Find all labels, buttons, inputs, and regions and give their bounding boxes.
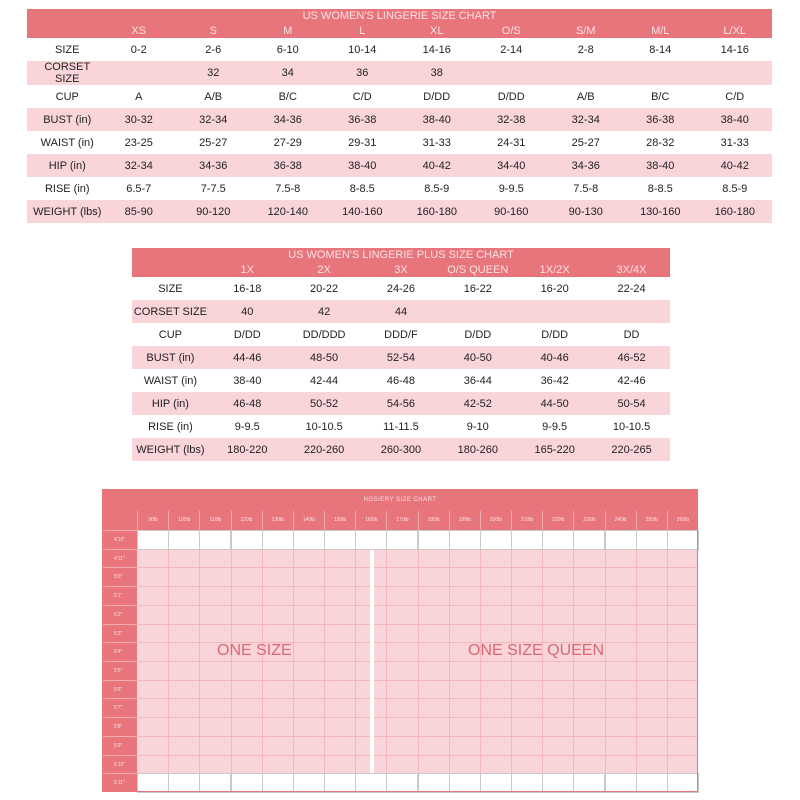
lingerie-table-cell: 30-32	[102, 108, 177, 131]
height-row-header: 5'0"	[102, 567, 137, 586]
plus-table-cell: 38-40	[209, 369, 286, 392]
plus-table-cell: 9-9.5	[516, 415, 593, 438]
plus-table-cell: 40	[209, 300, 286, 323]
plus-table-cell: 220-260	[286, 438, 363, 461]
lingerie-table-cell: C/D	[698, 85, 773, 108]
weight-column-header: 100lb	[168, 511, 199, 530]
plus-table-row	[132, 300, 670, 323]
lingerie-table-cell	[474, 61, 549, 85]
plus-table-cell: 20-22	[286, 277, 363, 300]
lingerie-table-cell: 32-34	[549, 108, 624, 131]
lingerie-table-cell: 6-10	[251, 38, 326, 61]
lingerie-table-cell: A/B	[176, 85, 251, 108]
plus-table-cell: 11-11.5	[363, 415, 440, 438]
weight-column-header: 230lb	[573, 511, 604, 530]
lingerie-table-cell: C/D	[325, 85, 400, 108]
lingerie-table-cell: 14-16	[698, 38, 773, 61]
weight-column-header: 240lb	[605, 511, 636, 530]
plus-table-cell: D/DD	[516, 323, 593, 346]
weight-column-header: 260lb	[667, 511, 698, 530]
plus-column-header: 2X	[286, 262, 363, 277]
plus-table-cell: 22-24	[593, 277, 670, 300]
weight-column-header: 90lb	[137, 511, 168, 530]
plus-table-cell: 9-9.5	[209, 415, 286, 438]
lingerie-table-cell: 29-31	[325, 131, 400, 154]
height-row-header: 5'4"	[102, 642, 137, 661]
lingerie-table-cell: 36-38	[251, 154, 326, 177]
lingerie-row-label: BUST (in)	[27, 108, 102, 131]
lingerie-table-cell: 85-90	[102, 200, 177, 223]
lingerie-row-label: WEIGHT (lbs)	[27, 200, 102, 223]
lingerie-table-cell: 40-42	[400, 154, 475, 177]
height-row-header: 5'8"	[102, 717, 137, 736]
plus-column-header: 3X/4X	[593, 262, 670, 277]
plus-table-cell: 40-46	[516, 346, 593, 369]
lingerie-table-cell: A	[102, 85, 177, 108]
lingerie-size-chart	[27, 9, 772, 223]
weight-column-header: 140lb	[293, 511, 324, 530]
lingerie-table-row	[27, 200, 772, 223]
lingerie-table-cell: 38-40	[698, 108, 773, 131]
weight-column-header: 190lb	[449, 511, 480, 530]
lingerie-table-cell: 25-27	[549, 131, 624, 154]
weight-column-header: 210lb	[511, 511, 542, 530]
lingerie-table-row	[27, 38, 772, 61]
weight-column-header: 170lb	[386, 511, 417, 530]
plus-table-cell: 46-48	[209, 392, 286, 415]
lingerie-row-label: CORSET SIZE	[27, 61, 102, 85]
weight-column-header: 120lb	[231, 511, 262, 530]
lingerie-table-cell: 38-40	[623, 154, 698, 177]
height-row-header: 4'11"	[102, 549, 137, 568]
lingerie-column-header: XS	[102, 23, 177, 38]
lingerie-column-header: M/L	[623, 23, 698, 38]
plus-table-cell: 16-20	[516, 277, 593, 300]
plus-table-cell: D/DD	[439, 323, 516, 346]
lingerie-column-header: S/M	[549, 23, 624, 38]
lingerie-row-label: RISE (in)	[27, 177, 102, 200]
lingerie-table-row	[27, 131, 772, 154]
plus-table-cell: 42-46	[593, 369, 670, 392]
lingerie-table-cell: 7.5-8	[251, 177, 326, 200]
weight-column-header: 110lb	[199, 511, 230, 530]
one-size-queen-zone-label: ONE SIZE QUEEN	[468, 642, 605, 659]
lingerie-table-cell: 32	[176, 61, 251, 85]
weight-column-header: 180lb	[418, 511, 449, 530]
lingerie-table-cell	[102, 61, 177, 85]
lingerie-table-cell: 38-40	[325, 154, 400, 177]
lingerie-table-cell: 7-7.5	[176, 177, 251, 200]
height-row-header: 5'11"	[102, 773, 137, 792]
plus-table-cell: 10-10.5	[593, 415, 670, 438]
plus-row-label: WEIGHT (lbs)	[132, 438, 209, 461]
lingerie-table-cell: 34	[251, 61, 326, 85]
lingerie-table-cell: 34-40	[474, 154, 549, 177]
lingerie-table-row	[27, 177, 772, 200]
lingerie-table-cell: 38-40	[400, 108, 475, 131]
plus-row-label: CORSET SIZE	[132, 300, 209, 323]
plus-table-cell: 10-10.5	[286, 415, 363, 438]
plus-table-cell: 44	[363, 300, 440, 323]
plus-table-cell: 180-220	[209, 438, 286, 461]
plus-table-cell	[516, 300, 593, 323]
lingerie-table-cell: 25-27	[176, 131, 251, 154]
lingerie-table-cell: 7.5-8	[549, 177, 624, 200]
lingerie-table-cell	[549, 61, 624, 85]
plus-table-cell: D/DD	[209, 323, 286, 346]
lingerie-table-cell: 32-34	[176, 108, 251, 131]
lingerie-table-cell: 130-160	[623, 200, 698, 223]
lingerie-column-header: L	[325, 23, 400, 38]
plus-row-label: BUST (in)	[132, 346, 209, 369]
lingerie-table-cell: 27-29	[251, 131, 326, 154]
plus-table-cell: 16-18	[209, 277, 286, 300]
plus-table-row	[132, 346, 670, 369]
plus-table-row	[132, 392, 670, 415]
lingerie-table-cell: B/C	[623, 85, 698, 108]
lingerie-column-header: L/XL	[698, 23, 773, 38]
lingerie-table-cell: 90-130	[549, 200, 624, 223]
plus-column-header: 1X/2X	[516, 262, 593, 277]
lingerie-column-header: S	[176, 23, 251, 38]
weight-column-header: 150lb	[324, 511, 355, 530]
lingerie-table-cell: 2-14	[474, 38, 549, 61]
plus-row-label: WAIST (in)	[132, 369, 209, 392]
lingerie-table-cell: 32-34	[102, 154, 177, 177]
lingerie-table-cell: 8.5-9	[400, 177, 475, 200]
lingerie-table-cell: 36-38	[325, 108, 400, 131]
plus-table-cell: 180-260	[439, 438, 516, 461]
hosiery-chart-border	[102, 489, 698, 792]
plus-row-label: RISE (in)	[132, 415, 209, 438]
plus-size-table	[132, 262, 670, 461]
plus-column-header: 3X	[363, 262, 440, 277]
lingerie-table-cell: 8-14	[623, 38, 698, 61]
lingerie-table-cell: B/C	[251, 85, 326, 108]
plus-table-cell: 44-50	[516, 392, 593, 415]
plus-table-cell: 36-44	[439, 369, 516, 392]
lingerie-table-cell: 31-33	[698, 131, 773, 154]
lingerie-table-cell: 2-8	[549, 38, 624, 61]
plus-column-header: 1X	[209, 262, 286, 277]
plus-header-corner	[132, 262, 209, 277]
lingerie-table-cell: 6.5-7	[102, 177, 177, 200]
lingerie-table-cell: 90-120	[176, 200, 251, 223]
lingerie-table-cell: 31-33	[400, 131, 475, 154]
weight-column-header: 130lb	[262, 511, 293, 530]
height-row-header: 4'10"	[102, 530, 137, 549]
plus-table-cell: DD	[593, 323, 670, 346]
height-row-header: 5'7"	[102, 698, 137, 717]
lingerie-table-cell: D/DD	[474, 85, 549, 108]
plus-column-header: O/S QUEEN	[439, 262, 516, 277]
plus-table-cell: 46-52	[593, 346, 670, 369]
lingerie-table-cell: 24-31	[474, 131, 549, 154]
lingerie-table-cell: 36-38	[623, 108, 698, 131]
lingerie-table-cell: A/B	[549, 85, 624, 108]
plus-table-cell: 46-48	[363, 369, 440, 392]
lingerie-table-cell: 14-16	[400, 38, 475, 61]
lingerie-table-cell: 2-6	[176, 38, 251, 61]
lingerie-table-cell: 34-36	[251, 108, 326, 131]
lingerie-table-cell: 28-32	[623, 131, 698, 154]
lingerie-table-row	[27, 61, 772, 85]
lingerie-table-cell	[698, 61, 773, 85]
plus-table-cell: 9-10	[439, 415, 516, 438]
lingerie-size-chart-title: US WOMEN'S LINGERIE SIZE CHART	[27, 9, 772, 23]
lingerie-table-cell: 9-9.5	[474, 177, 549, 200]
plus-table-cell: 24-26	[363, 277, 440, 300]
lingerie-header-corner	[27, 23, 102, 38]
plus-table-cell: 50-54	[593, 392, 670, 415]
plus-table-cell: 36-42	[516, 369, 593, 392]
plus-table-cell: 260-300	[363, 438, 440, 461]
lingerie-table-cell: 160-180	[400, 200, 475, 223]
lingerie-table-cell: D/DD	[400, 85, 475, 108]
lingerie-table-cell: 140-160	[325, 200, 400, 223]
weight-column-header: 160lb	[355, 511, 386, 530]
plus-table-row	[132, 323, 670, 346]
lingerie-row-label: SIZE	[27, 38, 102, 61]
plus-table-cell: 52-54	[363, 346, 440, 369]
lingerie-table-cell: 0-2	[102, 38, 177, 61]
hosiery-chart-title: HOSIERY SIZE CHART	[102, 489, 698, 511]
height-row-header: 5'5"	[102, 661, 137, 680]
plus-row-label: CUP	[132, 323, 209, 346]
lingerie-table-cell: 8-8.5	[325, 177, 400, 200]
weight-column-header: 200lb	[480, 511, 511, 530]
plus-row-label: HIP (in)	[132, 392, 209, 415]
lingerie-table-cell: 23-25	[102, 131, 177, 154]
plus-table-cell: 48-50	[286, 346, 363, 369]
lingerie-table-cell: 36	[325, 61, 400, 85]
plus-table-row	[132, 277, 670, 300]
lingerie-row-label: CUP	[27, 85, 102, 108]
lingerie-table-cell: 40-42	[698, 154, 773, 177]
plus-table-cell: 220-265	[593, 438, 670, 461]
height-row-header: 5'1"	[102, 586, 137, 605]
plus-table-row	[132, 415, 670, 438]
plus-row-label: SIZE	[132, 277, 209, 300]
plus-table-cell	[593, 300, 670, 323]
plus-table-cell: 42	[286, 300, 363, 323]
lingerie-column-header: O/S	[474, 23, 549, 38]
plus-table-cell: 54-56	[363, 392, 440, 415]
plus-table-cell: 40-50	[439, 346, 516, 369]
height-row-header: 5'6"	[102, 680, 137, 699]
plus-size-chart-title: US WOMEN'S LINGERIE PLUS SIZE CHART	[132, 248, 670, 262]
plus-table-row	[132, 369, 670, 392]
weight-column-header: 250lb	[636, 511, 667, 530]
plus-table-cell: 42-52	[439, 392, 516, 415]
lingerie-table-cell: 38	[400, 61, 475, 85]
lingerie-table-cell: 34-36	[549, 154, 624, 177]
lingerie-table-row	[27, 108, 772, 131]
plus-table-cell: 16-22	[439, 277, 516, 300]
lingerie-row-label: WAIST (in)	[27, 131, 102, 154]
plus-size-chart	[132, 248, 670, 461]
lingerie-table-cell: 10-14	[325, 38, 400, 61]
plus-table-cell: 50-52	[286, 392, 363, 415]
lingerie-table-row	[27, 85, 772, 108]
lingerie-table-cell: 120-140	[251, 200, 326, 223]
lingerie-table-cell: 32-38	[474, 108, 549, 131]
plus-table-cell	[439, 300, 516, 323]
plus-table-cell: 165-220	[516, 438, 593, 461]
plus-table-cell: DDD/F	[363, 323, 440, 346]
height-row-header: 5'3"	[102, 624, 137, 643]
lingerie-row-label: HIP (in)	[27, 154, 102, 177]
lingerie-size-table	[27, 23, 772, 223]
hosiery-size-chart	[102, 489, 698, 792]
one-size-zone-label: ONE SIZE	[217, 642, 292, 659]
weight-column-header: 220lb	[542, 511, 573, 530]
lingerie-table-cell: 8.5-9	[698, 177, 773, 200]
lingerie-table-cell: 160-180	[698, 200, 773, 223]
lingerie-column-header: XL	[400, 23, 475, 38]
height-row-header: 5'10"	[102, 755, 137, 774]
lingerie-table-cell: 90-160	[474, 200, 549, 223]
plus-table-cell: DD/DDD	[286, 323, 363, 346]
plus-table-cell: 44-46	[209, 346, 286, 369]
height-row-header: 5'2"	[102, 605, 137, 624]
height-row-header: 5'9"	[102, 736, 137, 755]
lingerie-table-row	[27, 154, 772, 177]
lingerie-table-cell: 8-8.5	[623, 177, 698, 200]
lingerie-table-cell	[623, 61, 698, 85]
plus-table-cell: 42-44	[286, 369, 363, 392]
lingerie-table-cell: 34-36	[176, 154, 251, 177]
lingerie-column-header: M	[251, 23, 326, 38]
plus-table-row	[132, 438, 670, 461]
